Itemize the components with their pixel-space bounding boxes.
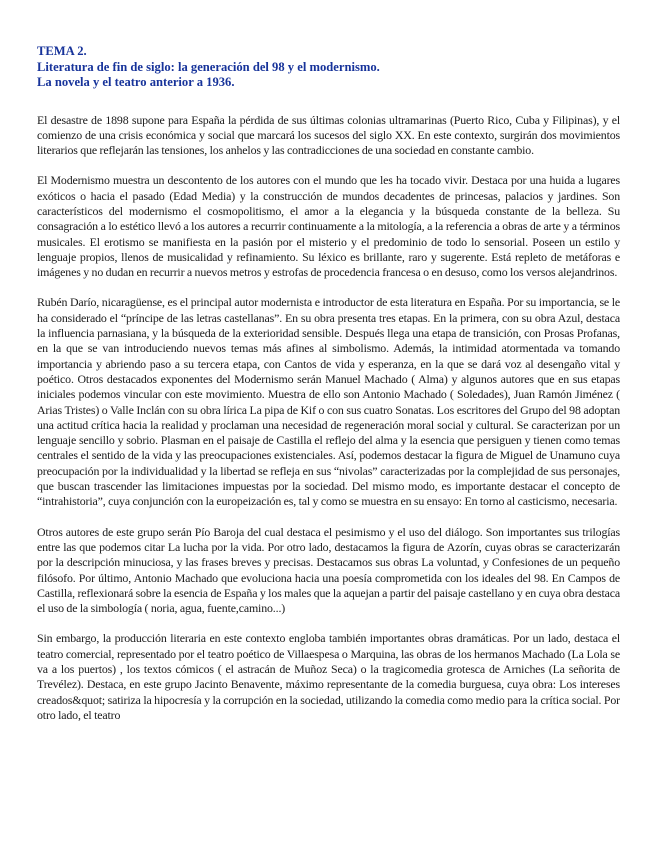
document-page [37, 44, 620, 738]
paragraph-modernismo: El Modernismo muestra un descontento de los autores con el mundo que les ha tocado vivir. Destaca por una huida a lugares exóticos o hacia el pasado (Edad Media) y la construcción de mundos decadentes de princesas, palacios y jardines. Son característicos del modernismo el cosmopolitismo, el amor a la elegancia y la búsqueda constante de la belleza. Su consagración a lo estético llevó a los autores a recurrir continuamente a la mitología, a la referencia a obras de arte y a términos musicales. El erotismo se manifiesta en la pasión por el misterio y el predominio de todo lo sensorial. Poseen un estilo y lenguaje propios, llenos de musicalidad y refinamiento. Su léxico es brillante, raro y sugerente. Está repleto de metáforas e imágenes y no dudan en recurrir a nuevos metros y estrofas de procedencia francesa o en desuso, como los versos alejandrinos. [37, 173, 620, 280]
topic-number: TEMA 2. [37, 44, 87, 58]
paragraph-otros-autores: Otros autores de este grupo serán Pío Baroja del cual destaca el pesimismo y el uso del diálogo. Son importantes sus trilogías entre las que podemos citar La lucha por la vida. Por otro lado, destacamos la figura de Azorín, cuyas obras se caracterizarán por la descripción minuciosa, y las frases breves y precisas. Destacamos sus obras La voluntad, y Confesiones de un pequeño filósofo. Por último, Antonio Machado que evoluciona hacia una poesía comprometida con los ideales del 98. En Campos de Castilla, reflexionará sobre la esencia de España y los males que la aquejan a partir del paisaje castellano y en cuya obra destaca el uso de la simbología ( noria, agua, fuente,camino...) [37, 524, 620, 616]
paragraph-intro: El desastre de 1898 supone para España la pérdida de sus últimas colonias ultramarinas (Puerto Rico, Cuba y Filipinas), y el comienzo de una crisis económica y social que marcará los sucesos del siglo XX. En este contexto, surgirán dos movimientos literarios que reflejarán las tensiones, los anhelos y las contradicciones de una sociedad en constante cambio. [37, 112, 620, 158]
paragraph-ruben-dario: Rubén Darío, nicaragüense, es el principal autor modernista e introductor de esta literatura en España. Por su importancia, se le ha considerado el “príncipe de las letras castellanas”. En su obra presenta tres etapas. En la primera, con su obra Azul, destaca la influencia parnasiana, y la búsqueda de la exterioridad sensible. Después llega una etapa de transición, con Prosas Profanas, en la que se van introduciendo nuevos temas más afines al simbolismo. Además, la intimidad atormentada va tomando importancia y abriendo paso a su tercera etapa, con Cantos de vida y esperanza, en la que se dará voz al desengaño vital y poético. Otros destacados exponentes del Modernismo serán Manuel Machado ( Alma) y algunos autores que en sus etapas iniciales podemos vincular con este movimiento. Muestra de ello son Antonio Machado ( Soledades), Juan Ramón Jiménez ( Arias Tristes) o Valle Inclán con su obra lírica La pipa de Kif o con sus cuatro Sonatas. Los escritores del Grupo del 98 adoptan una actitud crítica hacia la realidad y proclaman una necesidad de regeneración moral social y cultural. Se caracterizan por un lenguaje sencillo y sobrio. Plasman en el paisaje de Castilla el reflejo del alma y la esencia que persiguen y tienen como temas centrales el sentido de la vida y las preocupaciones existenciales. Así, podemos destacar la figura de Miguel de Unamuno cuya preocupación por la individualidad y la libertad se refleja en sus “nivolas” caracterizadas por la complejidad de sus personajes, que buscan trascender las limitaciones impuestas por la sociedad. Del mismo modo, es importante destacar el concepto de “intrahistoria”, cuya conjunción con la europeización es, tal y como se muestra en su ensayo: En torno al casticismo, necesaria. [37, 295, 620, 509]
topic-title: Literatura de fin de siglo: la generación del 98 y el modernismo. [37, 59, 380, 74]
topic-subtitle: La novela y el teatro anterior a 1936. [37, 75, 235, 89]
paragraph-teatro: Sin embargo, la producción literaria en este contexto engloba también importantes obras dramáticas. Por un lado, destaca el teatro comercial, representado por el teatro poético de Villaespesa o Marquina, las obras de los hermanos Machado (La Lola se va a los puertos) , los textos cómicos ( el astracán de Muñoz Seca) o la tragicomedia grotesca de Arniches (La señorita de Trevélez). Destaca, en este grupo Jacinto Benavente, máximo representante de la comedia burguesa, cuya obra: Los intereses creados&quot; satiriza la hipocresía y la corrupción en la sociedad, utilizando la comedia como medio para la crítica social. Por otro lado, el teatro [37, 631, 620, 722]
document-heading [37, 44, 620, 91]
